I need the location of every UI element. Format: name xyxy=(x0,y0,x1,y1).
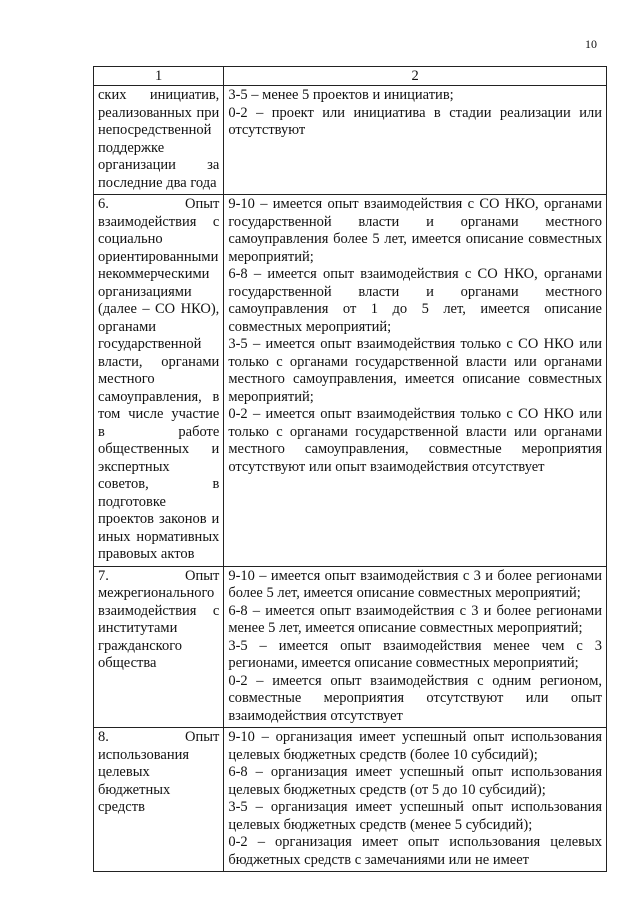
score-item: 9-10 – организация имеет успешный опыт использования целевых бюджетных средств (более 10 субсидий); xyxy=(228,729,602,763)
criterion-cell: ских инициатив, реализованных при непосредственной поддержке организации за последние два года xyxy=(94,86,224,195)
table-row xyxy=(94,728,607,872)
scores-cell xyxy=(224,195,607,567)
column-header-1: 1 xyxy=(94,67,224,86)
scores-cell xyxy=(224,728,607,872)
scores-cell xyxy=(224,86,607,195)
score-item: 9-10 – имеется опыт взаимодействия с 3 и более регионами более 5 лет, имеется описание совместных мероприятий; xyxy=(228,567,602,601)
scores-cell xyxy=(224,566,607,728)
score-item: 3-5 – имеется опыт взаимодействия только с СО НКО или только с органами государственной власти или органами местного самоуправления, имеется описание совместных мероприятий; xyxy=(228,336,602,405)
page-number: 10 xyxy=(585,37,597,51)
score-item: 0-2 – организация имеет опыт использования целевых бюджетных средств с замечаниями или не имеет xyxy=(228,834,602,868)
score-item: 0-2 – имеется опыт взаимодействия с одним регионом, совместные мероприятия отсутствуют или опыт взаимодействия отсутствует xyxy=(228,672,602,724)
table-header-row xyxy=(94,67,607,86)
score-item: 6-8 – имеется опыт взаимодействия с 3 и более регионами менее 5 лет, имеется описание совместных мероприятий; xyxy=(228,602,602,636)
criterion-cell: 8. Опыт использования целевых бюджетных средств xyxy=(94,728,224,872)
table-row xyxy=(94,566,607,728)
score-item: 3-5 – организация имеет успешный опыт использования целевых бюджетных средств (менее 5 субсидий); xyxy=(228,799,602,833)
criteria-table xyxy=(93,66,607,872)
table-row xyxy=(94,86,607,195)
score-item: 9-10 – имеется опыт взаимодействия с СО НКО, органами государственной власти и органами местного самоуправления более 5 лет, имеется описание совместных мероприятий; xyxy=(228,196,602,265)
criterion-cell: 6. Опыт взаимодействия с социально ориентированными некоммерческими организациями (далее – СО НКО), органами государственной власти, органами местного самоуправления, в том числе участие в работе общественных и экспертных советов, в подготовке проектов законов и иных нормативных правовых актов xyxy=(94,195,224,567)
score-item: 0-2 – имеется опыт взаимодействия только с СО НКО или только с органами государственной власти или органами местного самоуправления, совместные мероприятия отсутствуют или опыт взаимодействия отсутствует xyxy=(228,406,602,475)
score-item: 3-5 – имеется опыт взаимодействия менее чем с 3 регионами, имеется описание совместных мероприятий; xyxy=(228,637,602,671)
score-item: 3-5 – менее 5 проектов и инициатив; xyxy=(228,87,454,103)
criterion-cell: 7. Опыт межрегионального взаимодействия с институтами гражданского общества xyxy=(94,566,224,728)
table-row xyxy=(94,195,607,567)
score-item: 0-2 – проект или инициатива в стадии реализации или отсутствуют xyxy=(228,104,602,138)
score-item: 6-8 – имеется опыт взаимодействия с СО НКО, органами государственной власти и органами местного самоуправления от 1 до 5 лет, имеется описание совместных мероприятий; xyxy=(228,266,602,335)
column-header-2: 2 xyxy=(224,67,607,86)
score-item: 6-8 – организация имеет успешный опыт использования целевых бюджетных средств (от 5 до 10 субсидий); xyxy=(228,764,602,798)
